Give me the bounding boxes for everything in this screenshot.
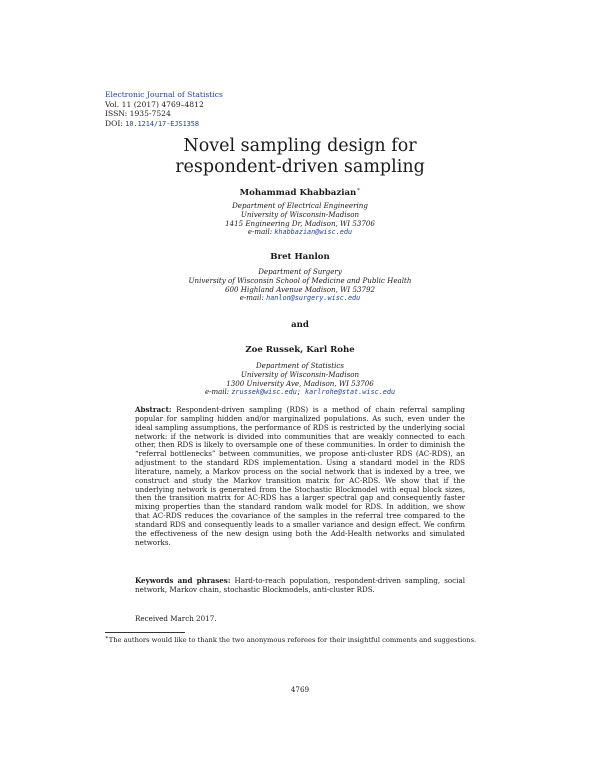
email-row-2 <box>0 294 600 302</box>
abstract-text: Respondent-driven sampling (RDS) is a method of chain referral sampling popular for sampling hidden and/or marginalized populations. As such, even under the ideal sampling assumptions, the performance of RDS is restricted by the underlying social network: if the network is divided into communities that are weakly connected to each other, then RDS is likely to oversample one of these communities. In order to diminish the “referral bottlenecks” between communities, we propose anti-cluster RDS (AC-RDS), an adjustment to the standard RDS implementation. Using a standard model in the RDS literature, namely, a Markov process on the social network that is indexed by a tree, we construct and study the Markov transition matrix for AC-RDS. We show that if the underlying network is generated from the Stochastic Blockmodel with equal block sizes, then the transition matrix for AC-RDS has a larger spectral gap and consequently faster mixing properties than the standard random walk model for RDS. In addition, we show that AC-RDS reduces the covariance of the samples in the referral tree compared to the standard RDS and consequently leads to a smaller variance and design effect. We confirm the effectiveness of the new design using both the Add-Health networks and simulated networks. <box>135 405 465 547</box>
abstract-label: Abstract: <box>135 405 172 414</box>
footnote <box>105 634 495 645</box>
keywords-text: Hard-to-reach population, respondent-driven sampling, social network, Markov chain, stochastic Blockmodels, anti-cluster RDS. <box>135 576 465 594</box>
abstract <box>135 406 465 548</box>
email-label: e-mail: <box>204 388 230 396</box>
affiliation-3-line-2: University of Wisconsin-Madison <box>240 370 360 379</box>
received-date: Received March 2017. <box>135 614 217 623</box>
email-separator: ; <box>296 388 306 396</box>
and-separator: and <box>291 320 309 330</box>
affiliation-2-line-1: Department of Surgery <box>258 267 342 276</box>
email-link-2[interactable]: hanlon@surgery.wisc.edu <box>266 294 361 302</box>
affiliation-1-line-2: University of Wisconsin-Madison <box>240 210 360 219</box>
keywords <box>135 577 465 595</box>
author-name-1: Mohammad Khabbazian∗ <box>239 186 361 198</box>
affiliation-1-line-1: Department of Electrical Engineering <box>232 201 368 210</box>
email-label: e-mail: <box>239 294 264 302</box>
doi-line <box>105 119 199 130</box>
keywords-label: Keywords and phrases: <box>135 576 231 585</box>
affiliation-2-line-3: 600 Highland Avenue Madison, WI 53792 <box>224 285 376 294</box>
email-label: e-mail: <box>247 228 273 236</box>
footnote-marker: ∗ <box>105 635 109 641</box>
affiliation-1-line-3: 1415 Engineering Dr, Madison, WI 53706 <box>225 219 375 228</box>
volume-info: Vol. 11 (2017) 4769–4812 <box>105 99 204 109</box>
email-row-1 <box>0 228 600 236</box>
affiliation-3-line-3: 1300 University Ave, Madison, WI 53706 <box>226 379 374 388</box>
page-number: 4769 <box>290 685 310 694</box>
footnote-rule <box>105 632 185 633</box>
doi-link[interactable]: 10.1214/17-EJS1358 <box>125 119 199 128</box>
affiliation-3-line-1: Department of Statistics <box>255 361 345 370</box>
email-link-3b[interactable]: karlrohe@stat.wisc.edu <box>305 388 396 396</box>
email-link-3a[interactable]: zrussek@wisc.edu <box>231 388 297 396</box>
author-name-3: Zoe Russek, Karl Rohe <box>245 345 355 355</box>
email-link-1[interactable]: khabbazian@wisc.edu <box>274 228 353 236</box>
paper-title-line-2: respondent-driven sampling <box>175 157 425 177</box>
affiliation-2-line-2: University of Wisconsin School of Medicine and Public Health <box>188 276 412 285</box>
journal-name[interactable]: Electronic Journal of Statistics <box>105 90 223 99</box>
author-footnote-marker[interactable]: ∗ <box>356 186 361 193</box>
author-name-2: Bret Hanlon <box>270 252 330 262</box>
issn: ISSN: 1935-7524 <box>105 109 171 118</box>
footnote-text: The authors would like to thank the two anonymous referees for their insightful comments and suggestions. <box>108 636 477 645</box>
paper-title-line-1: Novel sampling design for <box>183 136 417 156</box>
email-row-3 <box>0 388 600 396</box>
doi-label: DOI: <box>105 118 123 128</box>
